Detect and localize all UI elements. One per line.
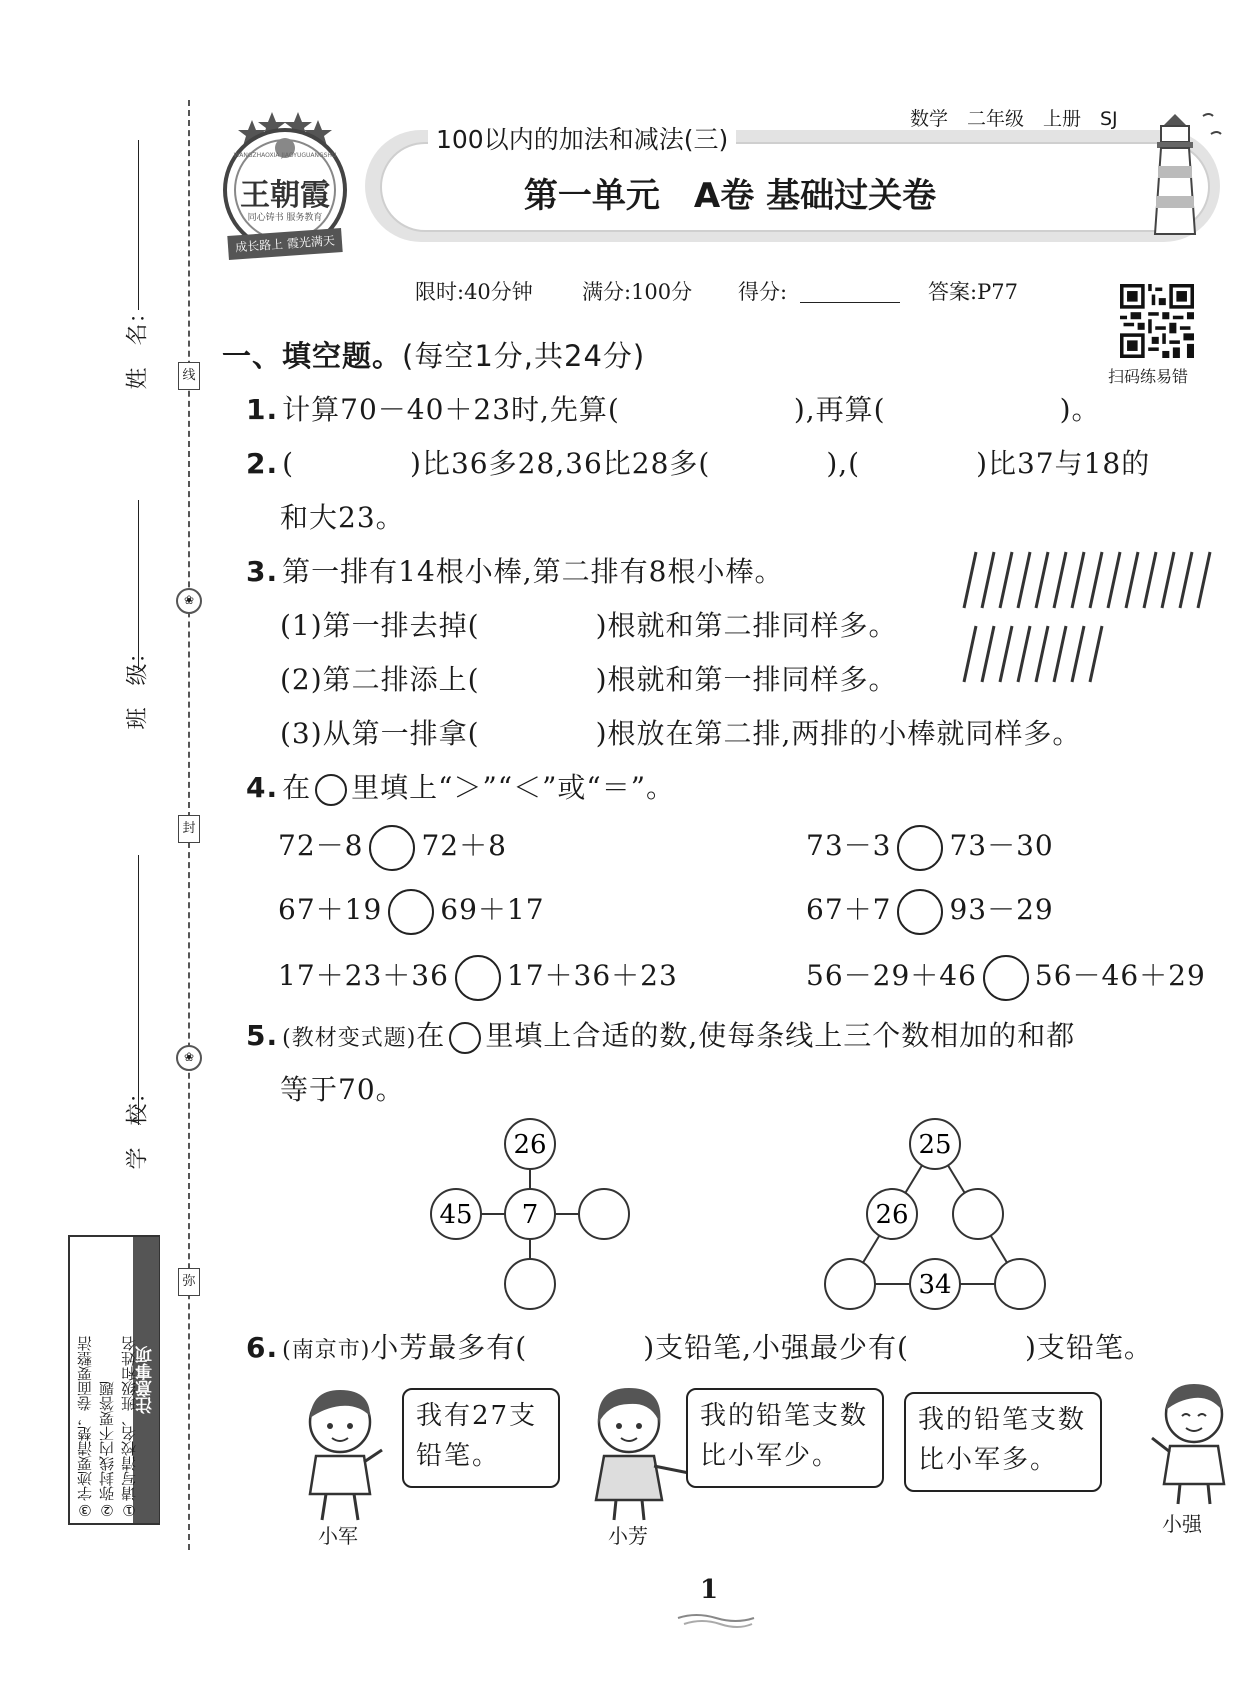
cross-value-center: 7: [521, 1200, 539, 1230]
question-6: [246, 1326, 1153, 1366]
brand-slogan: 同心铸书 服务教育: [247, 213, 323, 223]
mark-close: 弥: [178, 1268, 200, 1296]
cross-value-top: 26: [513, 1130, 547, 1160]
answer-circle-icon: [315, 774, 347, 806]
bubble-line: 我有27支: [416, 1401, 538, 1431]
stick: [1054, 626, 1066, 682]
flower-icon: ❀: [176, 1045, 202, 1071]
name-xiaojun: 小军: [318, 1524, 358, 1548]
question-3: [246, 550, 783, 590]
question-2-line2: 和大23。: [280, 501, 405, 534]
qr-caption: 扫码练易错: [1108, 367, 1189, 386]
compare-circle[interactable]: [455, 955, 501, 1001]
brand-logo: [210, 102, 360, 262]
question-3-sub3: (3)从第一排拿( )根放在第二排,两排的小棒就同样多。: [280, 717, 1082, 750]
stick: [1036, 552, 1048, 608]
compare-item: [278, 888, 545, 935]
brand-slogan-ribbon: 成长路上 霞光满天: [234, 233, 336, 255]
expr-right: 72＋8: [421, 829, 507, 862]
question-3-sub1: (1)第一排去掉( )根就和第二排同样多。: [280, 609, 898, 642]
question-1: [246, 388, 1101, 428]
expr-right: 73－30: [949, 829, 1054, 862]
stick: [1144, 552, 1156, 608]
mark-line: 线: [178, 362, 200, 390]
notice-title: 注意事项: [133, 1237, 159, 1523]
stick: [1000, 626, 1012, 682]
question-tag: (教材变式题): [282, 1026, 417, 1051]
stick: [1162, 552, 1174, 608]
name-xiaoqiang: 小强: [1162, 1512, 1202, 1536]
stick: [1198, 552, 1210, 608]
bubble-line: 铅笔。: [416, 1441, 501, 1471]
compare-circle[interactable]: [983, 955, 1029, 1001]
stick: [1090, 552, 1102, 608]
page-title: 第一单元 A卷 基础过关卷: [523, 176, 937, 216]
class-label: 班 级：: [125, 641, 151, 730]
school-field[interactable]: [138, 855, 139, 1125]
question-5-line2: 等于70。: [280, 1073, 405, 1106]
question-tag: (南京市): [282, 1338, 371, 1363]
section-title-note: (每空1分,共24分): [402, 339, 646, 373]
brand-name: 王朝霞: [240, 178, 330, 213]
expr-right: 17＋36＋23: [506, 959, 678, 992]
flower-icon: ❀: [176, 588, 202, 614]
bubble-line: 比小军少。: [700, 1441, 841, 1471]
triangle-node-bottom-right[interactable]: [995, 1259, 1045, 1309]
speech-bubble-xiaojun: [402, 1388, 560, 1488]
page-number: 1: [700, 1575, 719, 1605]
bubble-line: 我的铅笔支数: [700, 1401, 869, 1431]
score-field[interactable]: [800, 302, 900, 303]
question-number: 3.: [246, 555, 279, 588]
bubble-line: 我的铅笔支数: [918, 1405, 1087, 1435]
question-number: 2.: [246, 447, 279, 480]
cross-node-right[interactable]: [579, 1189, 629, 1239]
name-field[interactable]: [138, 140, 139, 310]
section-title: [222, 334, 645, 375]
stick: [1126, 552, 1138, 608]
name-xiaofang: 小芳: [608, 1524, 648, 1548]
notice-item: ②弥封线内不要答题: [98, 1381, 116, 1519]
compare-circle[interactable]: [897, 825, 943, 871]
speech-bubble-xiaoqiang: [904, 1392, 1102, 1492]
school-label: 学 校：: [125, 1081, 151, 1170]
triangle-value-bottom-mid: 34: [918, 1270, 952, 1300]
bubble-line: 比小军多。: [918, 1445, 1059, 1475]
expr-left: 67＋19: [278, 893, 383, 926]
question-2: [246, 442, 1150, 482]
notice-item: ③字迹要清楚，卷面要整洁: [76, 1336, 94, 1519]
question-text: 第一排有14根小棒,第二排有8根小棒。: [282, 555, 784, 588]
expr-left: 17＋23＋36: [278, 959, 449, 992]
mark-seal: 封: [178, 815, 200, 843]
girl-xiaofang-figure: [574, 1382, 704, 1522]
cross-figure: [420, 1116, 640, 1316]
triangle-value-mid-left: 26: [875, 1200, 909, 1230]
wave-decoration-icon: [676, 1610, 756, 1630]
notice-item: ①请写清校名、班级和姓名: [120, 1336, 138, 1519]
answer-ref: 答案:P77: [928, 280, 1018, 304]
brand-pinyin: WANGZHAOXIA JIAOYUGUANGSHU: [233, 152, 337, 159]
triangle-node-mid-right[interactable]: [953, 1189, 1003, 1239]
compare-item: [806, 954, 1206, 1001]
stick: [1000, 552, 1012, 608]
header-subtitle: 100以内的加法和减法(三): [428, 120, 736, 156]
stick: [1180, 552, 1192, 608]
speech-bubble-xiaofang: [686, 1388, 884, 1488]
stick: [1072, 552, 1084, 608]
stick: [1054, 552, 1066, 608]
question-text-pre: 在: [282, 771, 312, 804]
notice-box: [68, 1235, 160, 1525]
stick: [1018, 552, 1030, 608]
boy-xiaoqiang-figure: [1140, 1376, 1240, 1506]
score-label: 得分:: [738, 280, 788, 304]
question-text: 里填上合适的数,使每条线上三个数相加的和都: [485, 1019, 1076, 1052]
question-number: 1.: [246, 393, 279, 426]
expr-left: 56－29＋46: [806, 959, 977, 992]
sticks-figure: [960, 548, 1230, 688]
compare-circle[interactable]: [369, 825, 415, 871]
boy-xiaojun-figure: [290, 1382, 400, 1522]
compare-item: [806, 824, 1054, 871]
stick: [964, 552, 976, 608]
stick: [964, 626, 976, 682]
cross-node-bottom[interactable]: [505, 1259, 555, 1309]
triangle-node-bottom-left[interactable]: [825, 1259, 875, 1309]
header-meta: 数学 二年级 上册 SJ: [910, 108, 1118, 130]
stick: [1036, 626, 1048, 682]
question-text: ( )比36多28,36比28多( ),( )比37与18的: [282, 447, 1151, 480]
question-number: 4.: [246, 771, 279, 804]
full-score: 满分:100分: [582, 280, 693, 304]
stick: [1090, 626, 1102, 682]
expr-left: 72－8: [278, 829, 364, 862]
cross-value-left: 45: [439, 1200, 473, 1230]
triangle-value-top: 25: [918, 1130, 952, 1160]
expr-left: 67＋7: [806, 893, 892, 926]
stick: [1108, 552, 1120, 608]
expr-right: 93－29: [949, 893, 1054, 926]
stick: [1072, 626, 1084, 682]
question-text: 计算70－40＋23时,先算( ),再算( )。: [282, 393, 1101, 426]
expr-right: 56－46＋29: [1034, 959, 1206, 992]
name-label: 姓 名：: [125, 301, 151, 390]
compare-circle[interactable]: [388, 889, 434, 935]
class-field[interactable]: [138, 500, 139, 670]
compare-item: [806, 888, 1054, 935]
stick: [982, 626, 994, 682]
compare-circle[interactable]: [897, 889, 943, 935]
question-4: [246, 766, 675, 806]
question-text-pre: 在: [416, 1019, 446, 1052]
triangle-figure: [820, 1116, 1050, 1316]
question-text: 里填上“＞”“＜”或“＝”。: [351, 771, 676, 804]
stick: [1018, 626, 1030, 682]
question-number: 6.: [246, 1331, 279, 1364]
question-5: [246, 1014, 1075, 1054]
section-title-text: 一、填空题。: [222, 339, 403, 373]
question-3-sub2: (2)第二排添上( )根就和第一排同样多。: [280, 663, 898, 696]
question-number: 5.: [246, 1019, 279, 1052]
answer-circle-icon: [449, 1022, 481, 1054]
compare-item: [278, 824, 507, 871]
lighthouse-icon: [1125, 104, 1225, 244]
qr-code-icon[interactable]: [1120, 284, 1194, 358]
stick: [982, 552, 994, 608]
question-text: 小芳最多有( )支铅笔,小强最少有( )支铅笔。: [370, 1331, 1153, 1364]
expr-right: 69＋17: [440, 893, 545, 926]
compare-item: [278, 954, 678, 1001]
expr-left: 73－3: [806, 829, 892, 862]
time-limit: 限时:40分钟: [415, 280, 533, 304]
